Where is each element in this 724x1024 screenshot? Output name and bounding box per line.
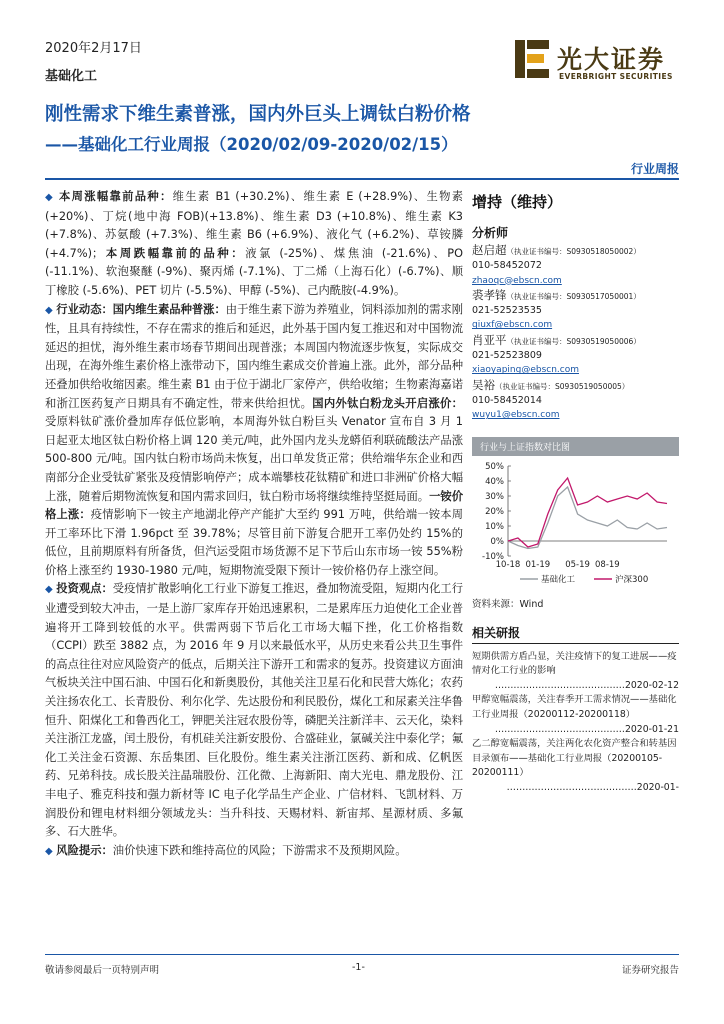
analyst-email-link[interactable]: xiaoyaping@ebscn.com [472,365,579,376]
analyst-phone: 010-58452072 [472,260,542,272]
related-report-title[interactable]: 甲醇宽幅震荡，关注春季开工需求情况——基础化工行业周报（20200112-20200118） [472,694,677,720]
analyst-name: 裘孝锋 [472,287,507,302]
analysts-heading: 分析师 [472,226,509,240]
related-report-date: ……………………………………2020-01- [506,781,679,793]
p1-label: 本周涨幅靠前品种： [58,190,173,203]
p2-text2: 受原料钛矿涨价叠加库存低位影响，本周海外钛白粉巨头 Venator 宣布自 3 月 1 日起亚太地区钛白粉价格上调 120 美元/吨，此外国内龙头龙蟒佰利联硫酸法产品涨 500-800 元/吨。国内钛白粉市场尚未恢复，出口单发货正常；供给端华东企业和西南部分企业受钛矿紧张及疫情影响停产；成本端攀枝花钛精矿和进口非洲矿价格大幅上涨，随着后期物流恢复和国内需求回归，钛白粉市场将继续维持坚挺局面。 [45,415,463,503]
report-type: 行业周报 [630,162,679,176]
x-tick-label: 08-19 [595,559,620,570]
sidebar [472,188,679,796]
p2-label3: 一铵价格上涨： [45,489,464,522]
y-tick-label: 10% [485,521,504,532]
p2-text: 由于维生素下游为养殖业，饲料添加剂的需求刚性，且具有持续性，不存在需求的推后和延迟，此外基于国内复工推迟和对中国物流延迟的担忧，海外维生素市场春节期间出现普涨；本周国内物流逐步恢复，实际成交出现，在海外维生素价格上涨带动下，国内维生素成交价普遍上涨。此外，部分品种还叠加供给收缩因素。维生素 B1 由于位于湖北厂家停产，供给收缩；生物素海嘉诺和浙江医药复产日期具有不确定性，带来供给担忧。 [45,302,464,410]
paragraph-industry-news [45,301,463,581]
analyst-name: 吴裕 [472,377,495,392]
footer-disclaimer: 敬请参阅最后一页特别声明 [45,965,160,976]
related-report-date: ……………………………………2020-01-21 [494,723,679,735]
y-tick-label: -10% [482,551,504,562]
p3-text: 受疫情扩散影响化工行业下游复工推迟，叠加物流受阻，短期内化工行业遭受到较大冲击，一是上游厂家库存开始迅速累积，二是累库压力迫使化工企业普遍将开工降到较低的水平。供需两弱下节后化工市场大幅下挫，化工价格指数（CCPI）跌至 3882 点，为 2016 年 9 月以来最低水平，从历史来看公共卫生事件的高点往往对应风险资产的低点，后期关注下游开工和需求的复苏。投资建议方面油气板块关注中国石油、中国石化和新奥股份，其他关注卫星石化和民营大炼化；农药关注扬农化工、长青股份、利尔化学、先达股份和利民股份，煤化工和尿素关注华鲁恒升、阳煤化工和鲁西化工，钾肥关注冠农股份等，磷肥关注新洋丰、云天化，染料关注浙江龙盛，闰土股份，有机硅关注新安股份、合盛硅业，氯碱关注中泰化学；氟化工关注金石资源、东岳集团、巨化股份。维生素关注浙江医药、新和成、亿帆医药、兄弟科技。成长股关注晶瑞股份、江化微、上海新阳、南大光电、鼎龙股份、江丰电子、雅克科技和强力新材等 IC 电子化学品生产企业、广信材料、飞凯材料、万润股份和锂电材料细分领域龙头：当升科技、天赐材料、新宙邦、星源材质、多氟多、石大胜华。 [45,582,464,839]
performance-chart [472,456,679,594]
related-report-date: ……………………………………2020-02-12 [494,679,679,691]
related-report-item[interactable] [472,693,679,737]
page-number: -1- [352,962,365,973]
analyst-entry [472,378,679,423]
brand-logo [515,40,700,90]
related-report-item[interactable] [472,737,679,795]
p2-label2: 国内外钛白粉龙头开启涨价： [312,396,463,410]
analyst-list [472,243,679,423]
p1-text: 维生素 B1 (+30.2%)、维生素 E (+28.9%)、生物素(+20%)、丁烷(地中海 FOB)(+13.8%)、维生素 D3 (+10.8%)、维生素 K3 (+7.8%)、苏氨酸 (+7.3%)、维生素 B6 (+6.9%)、液化气 (+6.2%)、草铵膦 (+4.7%)； [45,190,463,260]
related-reports [472,650,679,796]
logo-mark-icon [515,40,549,78]
p2-text3: 疫情影响下一铵主产地湖北停产产能扩大至约 991 万吨，供给端一铵本周开工率环比下滑 1.96pct 至 39.78%；尽管目前下游复合肥开工率仍处约 15%的低位，且前期原料有所备货，但汽运受阻市场货源不足下节后山东市场一铵 55%粉价格上涨至约 1930-1980 元/吨，短期物流受限下预计一铵价格仍存上涨空间。 [45,508,463,577]
related-report-title[interactable]: 乙二醇宽幅震荡，关注两化农化资产整合和转基因目录颁布——基础化工行业周报（20200105-20200111） [472,738,677,779]
series-line-2 [508,478,667,547]
p2-label: 行业动态：国内维生素品种普涨： [56,302,226,316]
legend-label: 沪深300 [615,574,649,585]
analyst-cert: （执业证书编号：S0930517050001） [506,291,641,301]
footer-divider [45,954,679,955]
logo-text-en: EVERBRIGHT SECURITIES [559,72,673,81]
report-body [45,188,463,861]
related-heading: 相关研报 [472,625,521,640]
diamond-bullet-icon: ◆ [45,304,53,316]
analyst-phone: 021-52523535 [472,305,542,317]
p1-label2: 本周跌幅靠前的品种： [103,246,246,260]
analyst-phone: 010-58452014 [472,394,542,406]
analyst-email-link[interactable]: wuyu1@ebscn.com [472,410,560,421]
sector-label: 基础化工 [45,69,98,84]
analyst-email-link[interactable]: zhaoqc@ebscn.com [472,275,562,286]
logo-text-cn: 光大证券 [557,45,666,74]
diamond-bullet-icon: ◆ [45,192,55,203]
y-tick-label: 0% [490,536,504,547]
p4-label: 风险提示： [56,843,113,857]
p4-text: 油价快速下跌和维持高位的风险；下游需求不及预期风险。 [112,843,407,857]
header-divider [45,178,679,180]
paragraph-price-moves [45,188,463,301]
analyst-name: 赵启超 [472,243,507,257]
analyst-cert: （执业证书编号：S0930518050002） [506,247,641,256]
analyst-entry [472,288,679,333]
related-report-item[interactable] [472,650,679,694]
analyst-name: 肖亚平 [472,332,507,347]
x-tick-label: 05-19 [565,559,590,570]
x-tick-label: 01-19 [525,559,551,570]
analyst-email-link[interactable]: qiuxf@ebscn.com [472,320,553,331]
y-tick-label: 40% [485,476,504,487]
related-report-title[interactable]: 短期供需方盾凸显，关注疫情下的复工进展——疫情对化工行业的影响 [472,650,677,677]
analyst-entry [472,243,679,288]
y-tick-label: 20% [485,506,504,517]
chart-heading: 行业与上证指数对比图 [472,437,679,456]
report-subtitle: ——基础化工行业周报（2020/02/09-2020/02/15） [45,135,458,154]
footer-label: 证券研究报告 [621,965,679,976]
diamond-bullet-icon: ◆ [45,584,53,596]
chart-source: 资料来源：Wind [472,598,544,610]
rating: 增持（维持） [472,193,563,211]
analyst-cert: （执业证书编号：S0930519050006） [506,336,641,346]
series-line-1 [508,487,667,549]
y-tick-label: 50% [485,461,504,472]
y-tick-label: 30% [485,491,504,502]
report-title: 刚性需求下维生素普涨，国内外巨头上调钛白粉价格 [45,104,471,125]
analyst-phone: 021-52523809 [472,350,542,362]
paragraph-investment-view [45,580,463,841]
p3-label: 投资观点： [56,582,113,596]
analyst-cert: （执业证书编号：S0930519050005） [495,381,630,391]
legend-label: 基础化工 [541,574,576,585]
x-tick-label: 10-18 [495,559,521,570]
report-date: 2020年2月17日 [45,41,142,56]
p1-text2: 液氯 (-25%)、煤焦油 (-21.6%)、PO (-11.1%)、软泡聚醚 (-9%)、聚丙烯 (-7.1%)、丁二烯（上海石化）(-6.7%)、顺丁橡胶 (-5.6%)、PET 切片 (-5.5%)、甲醇 (-5%)、己内酰胺(-4.9%)。 [45,246,463,297]
related-divider [472,643,679,644]
paragraph-risk [45,842,463,862]
analyst-entry [472,333,679,378]
diamond-bullet-icon: ◆ [45,845,53,857]
